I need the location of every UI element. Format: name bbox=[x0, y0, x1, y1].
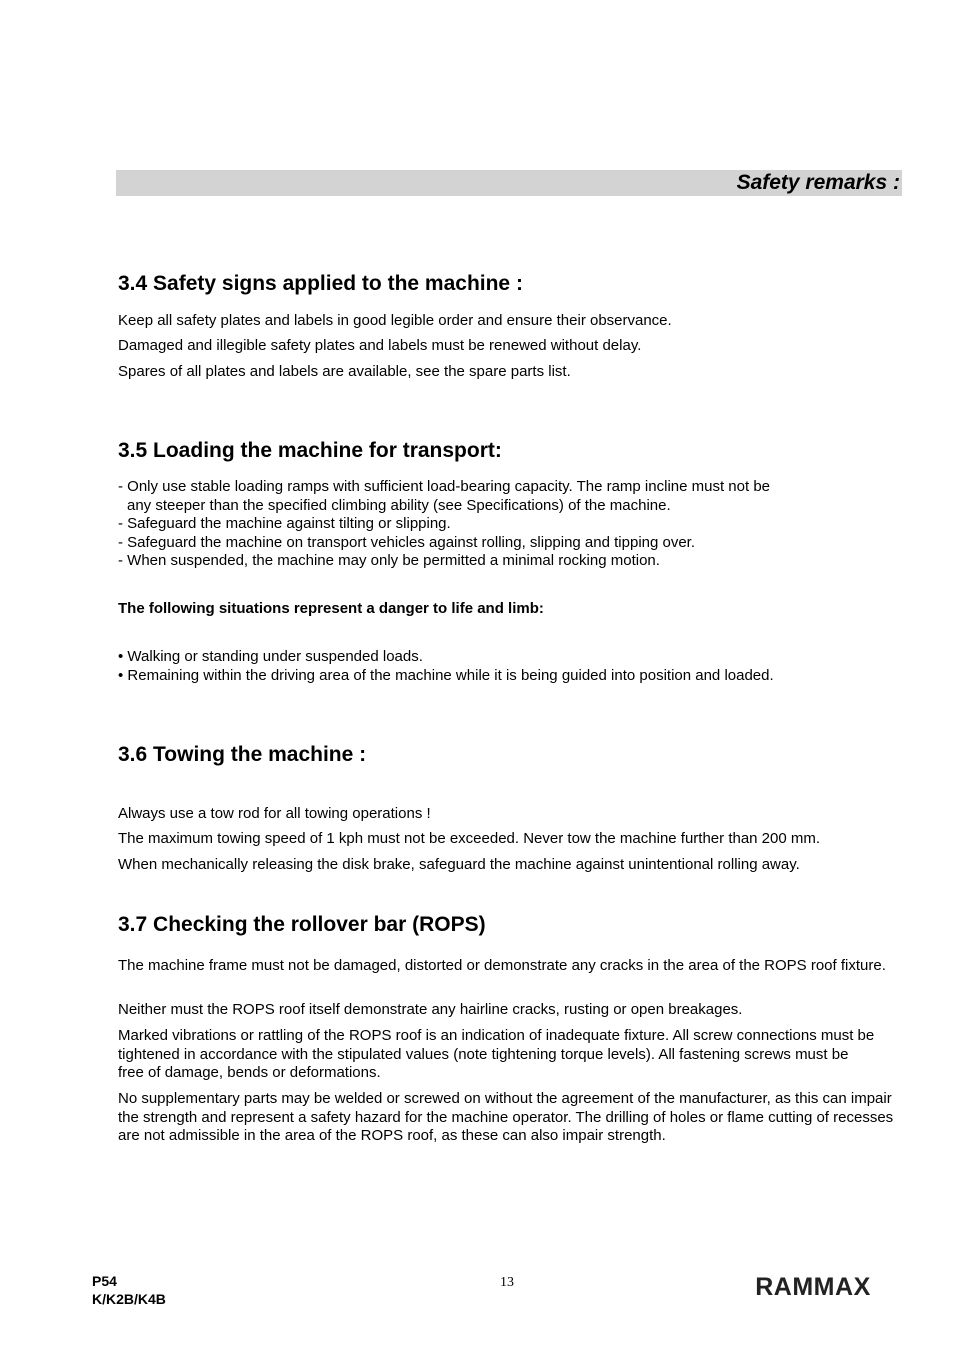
list-item: - Safeguard the machine against tilting or slipping. bbox=[118, 515, 451, 532]
section-header-bar bbox=[116, 170, 902, 196]
model-line-2: K/K2B/K4B bbox=[92, 1291, 166, 1307]
model-line-1: P54 bbox=[92, 1273, 117, 1289]
paragraph: Spares of all plates and labels are available, see the spare parts list. bbox=[118, 363, 571, 380]
heading-3-5: 3.5 Loading the machine for transport: bbox=[118, 439, 502, 462]
paragraph: Marked vibrations or rattling of the ROPS roof is an indication of inadequate fixture. All screw connections must be tightened in accordance with the stipulated values (note tightening torque levels). All fastening screws must be free of damage, bends or deformations. bbox=[118, 1027, 875, 1081]
list-item-continuation: any steeper than the specified climbing ability (see Specifications) of the machine. bbox=[127, 497, 671, 514]
bullet-item: • Remaining within the driving area of the machine while it is being guided into position and loaded. bbox=[118, 667, 774, 684]
bullet-item: • Walking or standing under suspended loads. bbox=[118, 648, 423, 665]
list-item: - Only use stable loading ramps with sufficient load-bearing capacity. The ramp incline must not be bbox=[118, 478, 771, 495]
paragraph: Damaged and illegible safety plates and labels must be renewed without delay. bbox=[118, 337, 642, 354]
logo-text: RAMMAX bbox=[755, 1273, 871, 1301]
paragraph: Neither must the ROPS roof itself demonstrate any hairline cracks, rusting or open breakages. bbox=[118, 1001, 743, 1018]
heading-3-7: 3.7 Checking the rollover bar (ROPS) bbox=[118, 913, 486, 936]
heading-3-4: 3.4 Safety signs applied to the machine : bbox=[118, 272, 523, 295]
paragraph: No supplementary parts may be welded or screwed on without the agreement of the manufacturer, as this can impair the strength and represent a safety hazard for the machine operator. The drilling of holes or flame cutting of recesses are not admissible in the area of the ROPS roof, as these can also impair strength. bbox=[118, 1090, 894, 1144]
model-designation bbox=[92, 1272, 166, 1308]
paragraph: When mechanically releasing the disk brake, safeguard the machine against unintentional rolling away. bbox=[118, 856, 800, 873]
paragraph: Always use a tow rod for all towing operations ! bbox=[118, 805, 431, 822]
paragraph: The machine frame must not be damaged, distorted or demonstrate any cracks in the area of the ROPS roof fixture. bbox=[118, 957, 886, 974]
rammax-logo bbox=[740, 1270, 886, 1302]
list-item: - When suspended, the machine may only be permitted a minimal rocking motion. bbox=[118, 552, 660, 569]
page-number: 13 bbox=[500, 1275, 514, 1290]
paragraph: Keep all safety plates and labels in good legible order and ensure their observance. bbox=[118, 312, 672, 329]
section-header-title: Safety remarks : bbox=[736, 171, 900, 194]
danger-title: The following situations represent a danger to life and limb: bbox=[118, 600, 544, 617]
heading-3-6: 3.6 Towing the machine : bbox=[118, 743, 367, 766]
paragraph: The maximum towing speed of 1 kph must not be exceeded. Never tow the machine further than 200 mm. bbox=[118, 830, 821, 847]
list-item: - Safeguard the machine on transport vehicles against rolling, slipping and tipping over. bbox=[118, 534, 696, 551]
